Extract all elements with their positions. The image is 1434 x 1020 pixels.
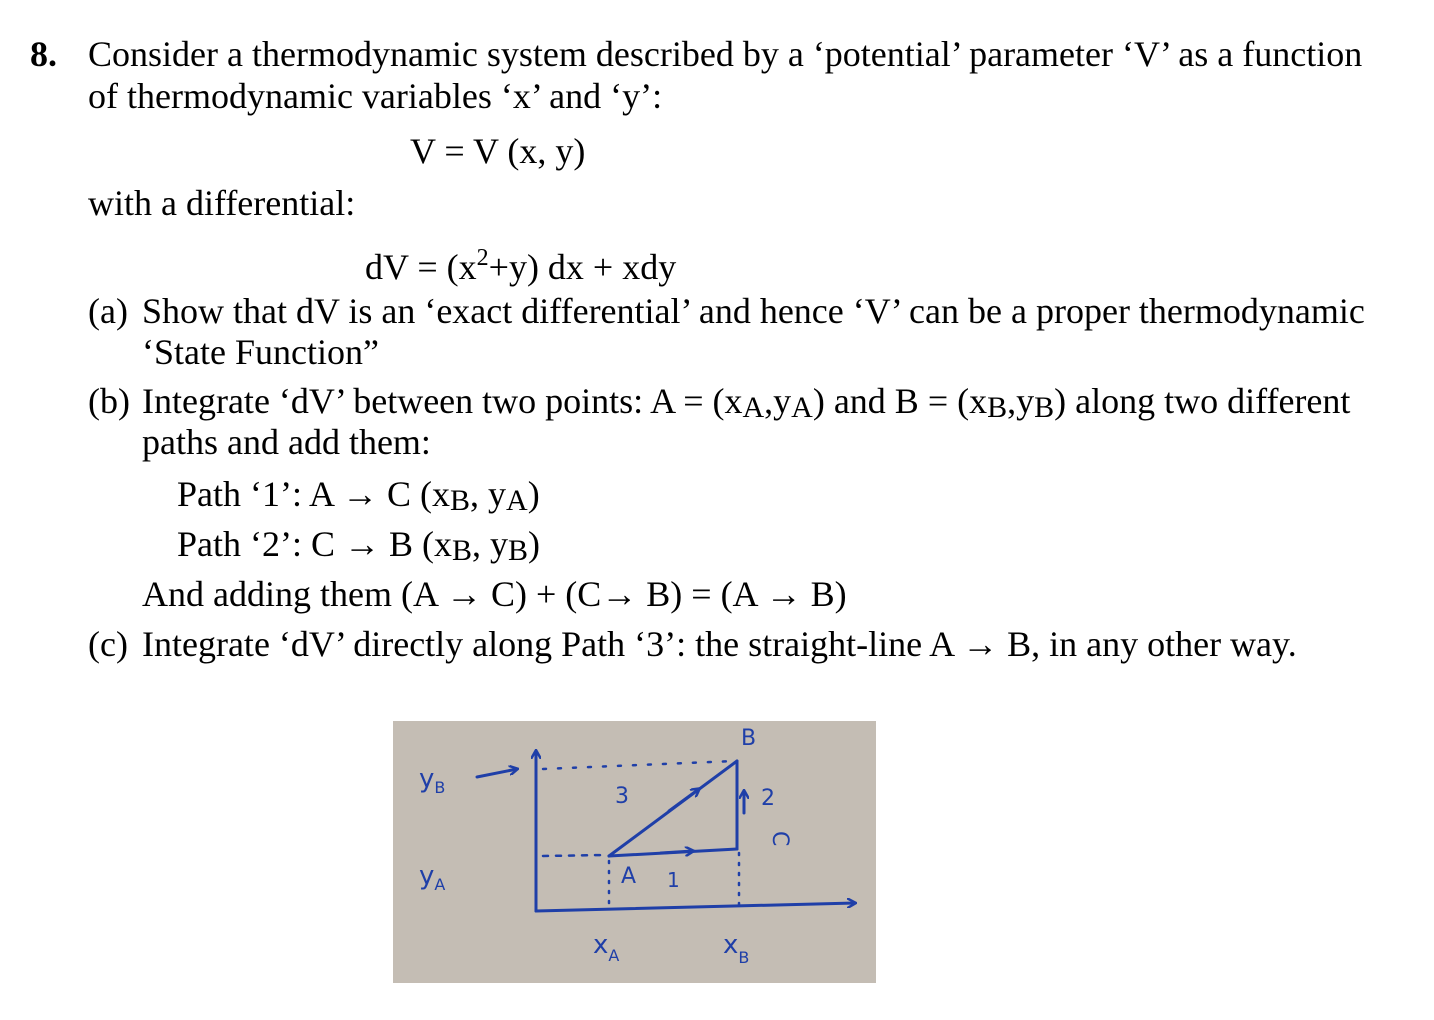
eq2-part-b: +y) dx + xdy xyxy=(488,247,677,287)
x-axis xyxy=(536,903,855,911)
label-point-c: C xyxy=(767,831,792,847)
question-line-1 xyxy=(30,34,1363,74)
part-a-text-2: ‘State Function” xyxy=(142,332,379,372)
eq2-part-a: dV = (x xyxy=(365,247,477,287)
label-yb: $y_B$ xyxy=(419,764,446,797)
label-point-a: A xyxy=(621,864,637,889)
part-a-text-1: Show that dV is an ‘exact differential’ and hence ‘V’ can be a proper thermodynamic xyxy=(142,291,1365,331)
equation-dv xyxy=(365,238,676,287)
label-point-b: B xyxy=(741,726,757,751)
intro-text-2: of thermodynamic variables ‘x’ and ‘y’: xyxy=(88,76,663,116)
path-3-arrow xyxy=(669,789,699,811)
yb-guide xyxy=(543,761,735,769)
part-b-line-1 xyxy=(88,381,1351,424)
part-b-text-2: paths and add them: xyxy=(142,422,431,462)
adding-text: And adding them (A → C) + (C→ B) = (A → B) xyxy=(142,574,847,614)
path-diagram xyxy=(393,721,876,983)
label-ya: $y_A$ xyxy=(419,861,446,894)
part-a-label: (a) xyxy=(88,291,128,331)
label-path-2: 2 xyxy=(761,786,775,811)
with-differential-text: with a differential: xyxy=(88,183,356,223)
ya-guide xyxy=(543,855,605,856)
part-c-line xyxy=(88,624,1297,664)
equation-v: V = V (x, y) xyxy=(410,131,586,171)
part-b-label: (b) xyxy=(88,381,130,421)
label-xb: $x_B$ xyxy=(723,930,750,967)
part-c-text: Integrate ‘dV’ directly along Path ‘3’: the straight-line A → B, in any other way. xyxy=(142,624,1297,664)
part-a-line-1 xyxy=(88,291,1365,331)
eq2-superscript: 2 xyxy=(476,245,489,271)
label-path-1: 1 xyxy=(667,868,680,892)
label-xa: $x_A$ xyxy=(593,930,620,965)
path-diagram-photo xyxy=(393,721,876,983)
part-c-label: (c) xyxy=(88,624,128,664)
path-2-text: Path ‘2’: C → B (xB, yB) xyxy=(177,524,541,567)
label-path-3: 3 xyxy=(615,784,629,809)
intro-text-1: Consider a thermodynamic system described by a ‘potential’ parameter ‘V’ as a function xyxy=(88,34,1363,74)
path-1-text: Path ‘1’: A → C (xB, yA) xyxy=(177,474,540,517)
path-1-arrow xyxy=(661,851,693,853)
question-number: 8. xyxy=(30,34,57,74)
yb-pointer-arrow xyxy=(477,769,517,777)
part-b-text-1: Integrate ‘dV’ between two points: A = (xA,yA) and B = (xB,yB) along two different xyxy=(142,381,1351,424)
